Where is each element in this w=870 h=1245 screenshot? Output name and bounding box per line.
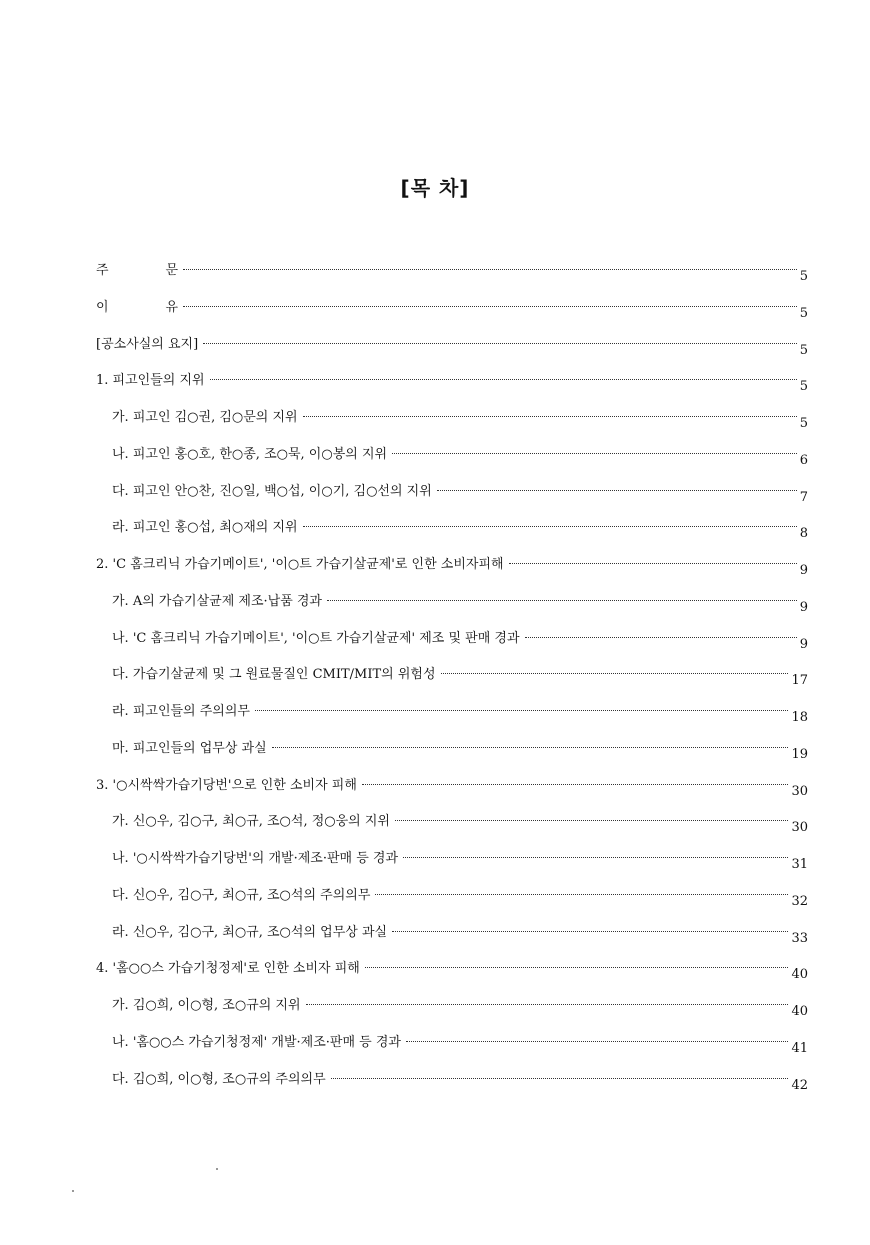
toc-entry[interactable] xyxy=(96,262,808,299)
toc-label-char: 주 xyxy=(96,263,109,278)
dot-leader xyxy=(203,343,797,344)
toc-entry-page: 6 xyxy=(799,452,808,468)
dot-leader xyxy=(183,306,797,307)
toc-entry[interactable] xyxy=(96,593,808,630)
toc-label-char: 문 xyxy=(165,263,178,278)
toc-entry-page: 41 xyxy=(791,1040,808,1056)
toc-entry-label xyxy=(96,262,180,280)
toc-entry-label: 라. 피고인 홍○섭, 최○재의 지위 xyxy=(112,520,298,536)
toc-entry-page: 40 xyxy=(791,967,808,983)
dot-leader xyxy=(362,784,789,785)
toc-entry-label: 가. 피고인 김○권, 김○문의 지위 xyxy=(112,410,298,425)
toc-entry[interactable] xyxy=(96,777,808,814)
toc-entry-label: 가. 김○희, 이○형, 조○규의 지위 xyxy=(112,998,301,1013)
toc-entry[interactable] xyxy=(96,630,808,667)
dot-leader xyxy=(509,563,797,564)
toc-entry-page: 9 xyxy=(799,636,808,652)
dot-leader xyxy=(406,1041,789,1042)
dot-leader xyxy=(403,857,788,858)
dot-leader xyxy=(525,637,797,638)
toc-entry-label: 다. 김○희, 이○형, 조○규의 주의의무 xyxy=(112,1071,326,1087)
toc-entry-label: 1. 피고인들의 지위 xyxy=(96,373,205,389)
toc-entry-label: 다. 신○우, 김○구, 최○규, 조○석의 주의의무 xyxy=(112,887,371,903)
toc-entry-label xyxy=(96,299,180,317)
toc-label-char: 이 xyxy=(96,299,109,315)
dot-leader xyxy=(365,967,789,968)
toc-entry-label: 2. 'C 홈크리닉 가습기메이트', '이○트 가습기살균제'로 인한 소비자피해 xyxy=(96,557,504,572)
toc-entry[interactable] xyxy=(96,850,808,887)
toc-entry[interactable] xyxy=(96,556,808,593)
toc-entry-page: 19 xyxy=(791,746,808,762)
dot-leader xyxy=(303,416,797,417)
toc-entry-page: 5 xyxy=(799,416,808,431)
toc-entry-label: 3. '○시싹싹가습기당번'으로 인한 소비자 피해 xyxy=(96,777,357,793)
toc-entry-page: 33 xyxy=(791,930,808,946)
toc-entry[interactable] xyxy=(96,409,808,446)
toc-entry-label: 4. '홈○○스 가습기청정제'로 인한 소비자 피해 xyxy=(96,961,360,977)
toc-entry[interactable] xyxy=(96,666,808,703)
dot-leader xyxy=(183,269,797,270)
toc-entry-page: 9 xyxy=(799,599,808,615)
toc-entry[interactable] xyxy=(96,519,808,556)
toc-entry-page: 40 xyxy=(791,1004,808,1019)
toc-entry-label: 라. 피고인들의 주의의무 xyxy=(112,704,250,719)
toc-entry[interactable] xyxy=(96,740,808,777)
dot-leader xyxy=(303,526,797,527)
toc-entry-label: 나. '○시싹싹가습기당번'의 개발·제조·판매 등 경과 xyxy=(112,851,399,866)
toc-entry-page: 30 xyxy=(791,783,808,799)
toc-entry-label: 라. 신○우, 김○구, 최○규, 조○석의 업무상 과실 xyxy=(112,924,388,940)
toc-entry[interactable] xyxy=(96,1034,808,1071)
dot-leader xyxy=(395,820,788,821)
toc-entry[interactable] xyxy=(96,813,808,850)
toc-entry[interactable] xyxy=(96,960,808,997)
table-of-contents xyxy=(96,262,808,1107)
toc-entry[interactable] xyxy=(96,703,808,740)
toc-entry-page: 30 xyxy=(791,820,808,836)
dot-leader xyxy=(272,747,789,748)
toc-entry[interactable] xyxy=(96,483,808,520)
toc-entry-page: 5 xyxy=(799,379,808,395)
toc-entry-page: 5 xyxy=(799,305,808,321)
toc-entry-page: 32 xyxy=(791,893,808,909)
toc-entry-page: 18 xyxy=(791,710,808,725)
scan-speck xyxy=(216,1168,218,1170)
dot-leader xyxy=(392,453,797,454)
toc-entry-label: [공소사실의 요지] xyxy=(96,336,199,352)
toc-entry-label: 가. A의 가습기살균제 제조·납품 경과 xyxy=(112,593,322,609)
toc-entry[interactable] xyxy=(96,336,808,373)
toc-entry-page: 42 xyxy=(791,1077,808,1093)
toc-entry-label: 나. 피고인 홍○호, 한○종, 조○묵, 이○봉의 지위 xyxy=(112,446,388,462)
toc-label-char: 유 xyxy=(165,299,178,315)
toc-entry[interactable] xyxy=(96,997,808,1034)
toc-entry-page: 9 xyxy=(799,563,808,578)
dot-leader xyxy=(210,379,797,380)
toc-entry[interactable] xyxy=(96,372,808,409)
toc-entry-label: 마. 피고인들의 업무상 과실 xyxy=(112,740,267,756)
toc-entry-page: 5 xyxy=(799,269,808,284)
dot-leader xyxy=(255,710,788,711)
toc-entry-page: 17 xyxy=(791,673,808,689)
toc-entry-label: 다. 가습기살균제 및 그 원료물질인 CMIT/MIT의 위험성 xyxy=(112,667,436,683)
toc-entry-label: 가. 신○우, 김○구, 최○규, 조○석, 정○웅의 지위 xyxy=(112,814,390,830)
toc-entry-page: 5 xyxy=(799,342,808,358)
toc-entry-label: 다. 피고인 안○찬, 진○일, 백○섭, 이○기, 김○선의 지위 xyxy=(112,483,432,499)
toc-entry[interactable] xyxy=(96,924,808,961)
toc-entry-page: 8 xyxy=(799,526,808,542)
toc-entry[interactable] xyxy=(96,887,808,924)
toc-entry[interactable] xyxy=(96,446,808,483)
dot-leader xyxy=(441,673,789,674)
dot-leader xyxy=(331,1078,789,1079)
toc-entry-label: 나. '홈○○스 가습기청정제' 개발·제조·판매 등 경과 xyxy=(112,1034,401,1050)
dot-leader xyxy=(437,490,797,491)
dot-leader xyxy=(306,1004,789,1005)
toc-entry-page: 31 xyxy=(791,857,808,872)
toc-entry[interactable] xyxy=(96,1071,808,1108)
dot-leader xyxy=(375,894,788,895)
toc-entry[interactable] xyxy=(96,299,808,336)
dot-leader xyxy=(392,931,788,932)
scan-speck xyxy=(72,1190,74,1192)
toc-entry-page: 7 xyxy=(799,489,808,505)
toc-entry-label: 나. 'C 홈크리닉 가습기메이트', '이○트 가습기살균제' 제조 및 판매 경과 xyxy=(112,630,520,646)
page-title: [목 차] xyxy=(400,176,470,200)
dot-leader xyxy=(327,600,797,601)
